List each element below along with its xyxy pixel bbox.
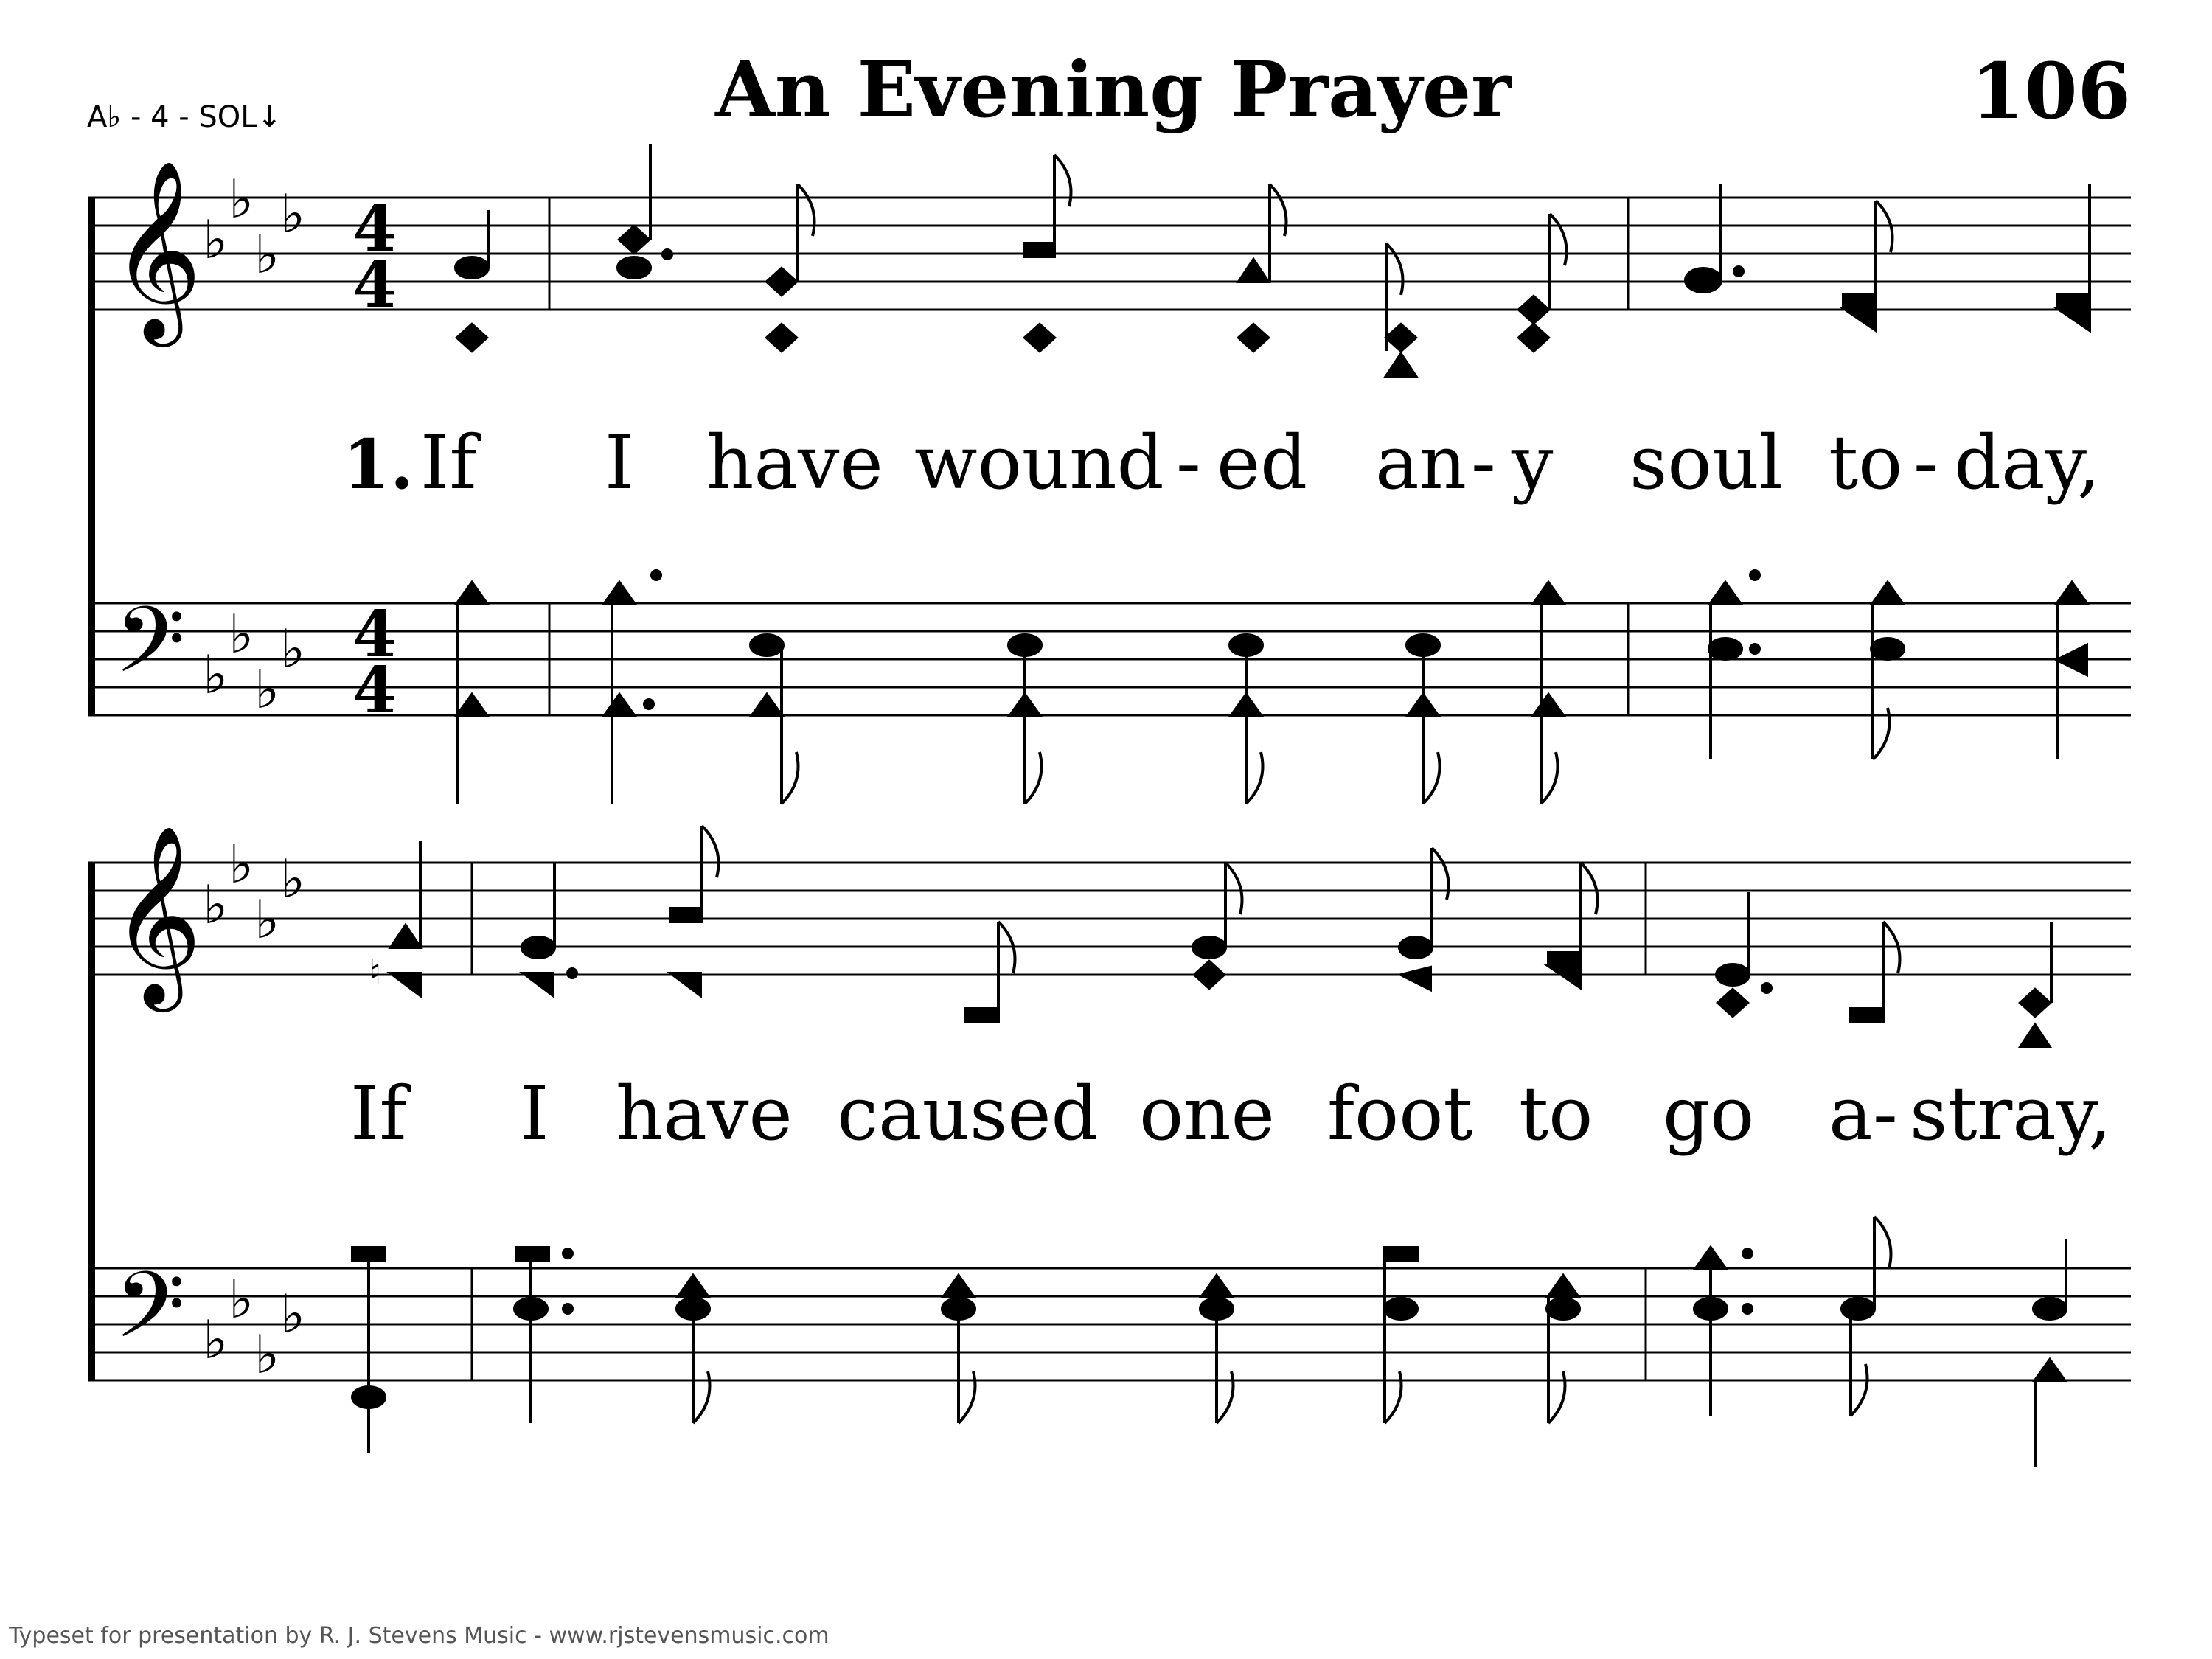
note	[1871, 582, 1904, 759]
lyric-syllable: caused	[837, 1071, 1099, 1157]
flat-icon: ♭	[254, 888, 279, 950]
lyric-syllable: stray,	[1910, 1071, 2112, 1157]
svg-text:4: 4	[352, 653, 397, 728]
note	[2057, 582, 2087, 759]
flat-icon: ♭	[280, 848, 305, 910]
key-signature-bass-1	[203, 603, 305, 720]
flat-icon: ♭	[203, 874, 228, 936]
flat-icon: ♭	[254, 223, 279, 285]
flat-icon: ♭	[229, 1268, 254, 1330]
lyric-syllable: day,	[1954, 420, 2101, 506]
svg-text:4: 4	[352, 192, 397, 266]
flat-icon: ♭	[229, 168, 254, 230]
lyric-syllable: foot	[1327, 1071, 1473, 1157]
hymn-title: An Evening Prayer	[715, 44, 1512, 135]
treble-clef-icon: 𝄞	[111, 824, 203, 1004]
note	[1851, 922, 1900, 1022]
note	[1239, 184, 1287, 351]
system-2-bracket	[88, 863, 95, 1380]
lyric-syllable: If	[350, 1071, 407, 1157]
note	[2020, 922, 2051, 1047]
note	[1709, 571, 1759, 759]
note	[942, 1276, 975, 1423]
treble-staff-2	[88, 863, 2131, 975]
note	[1694, 1248, 1752, 1416]
bass-staff-2	[88, 1268, 2131, 1380]
treble-clef-icon: 𝄞	[111, 159, 203, 339]
lyric-syllable: to	[1519, 1071, 1593, 1157]
lyric-syllable: ed	[1217, 420, 1308, 506]
footer-credit: Typeset for presentation by R. J. Stevens Music - www.rjstevensmusic.com	[9, 1623, 830, 1649]
lyrics-line-1	[343, 420, 2101, 506]
system-1-bracket	[88, 198, 95, 715]
note	[1717, 892, 1771, 1016]
note	[352, 1248, 385, 1453]
lyric-syllable: I	[605, 420, 634, 506]
notes-treble-1	[456, 144, 2090, 376]
lyric-hyphen: -	[1873, 1071, 1898, 1157]
note	[618, 144, 672, 278]
flat-icon: ♭	[280, 183, 305, 245]
lyrics-line-2	[350, 1071, 2112, 1157]
note	[2057, 184, 2090, 330]
note	[1686, 184, 1743, 292]
lyric-hyphen: -	[1471, 420, 1496, 506]
flat-icon: ♭	[203, 1309, 228, 1371]
note	[1385, 1248, 1417, 1423]
lyric-syllable: to	[1829, 420, 1903, 506]
note	[1547, 1276, 1579, 1423]
note	[671, 826, 719, 995]
verse-number: 1.	[343, 425, 414, 504]
note	[767, 184, 815, 351]
flat-icon: ♭	[203, 209, 228, 271]
natural-icon: ♮	[369, 952, 382, 993]
lyric-syllable: soul	[1630, 420, 1783, 506]
flat-icon: ♭	[203, 644, 228, 706]
svg-text:4: 4	[352, 597, 397, 672]
note	[966, 922, 1015, 1022]
lyric-syllable: have	[616, 1071, 793, 1157]
note	[1534, 582, 1563, 804]
note	[1842, 1217, 1891, 1416]
notes-treble-2	[369, 826, 2051, 1047]
lyric-syllable: wound	[914, 420, 1164, 506]
note	[1548, 863, 1598, 988]
note	[1193, 863, 1242, 988]
flat-icon: ♭	[280, 618, 305, 680]
flat-icon: ♭	[229, 603, 254, 665]
flat-icon: ♭	[280, 1283, 305, 1345]
lyric-syllable: I	[520, 1071, 549, 1157]
note	[1843, 201, 1893, 330]
flat-icon: ♭	[254, 1324, 279, 1385]
lyric-syllable: have	[706, 420, 883, 506]
key-info: A♭ - 4 - SOL↓	[87, 100, 282, 134]
key-signature-treble-1	[203, 168, 305, 285]
flat-icon: ♭	[229, 833, 254, 895]
hymn-number: 106	[1970, 46, 2131, 136]
lyric-syllable: go	[1663, 1071, 1755, 1157]
lyric-syllable: If	[420, 420, 477, 506]
time-signature-treble-1	[352, 192, 397, 322]
key-signature-treble-2	[203, 833, 305, 950]
lyric-syllable: y	[1512, 420, 1554, 506]
time-signature-bass-1	[352, 597, 397, 728]
lyric-syllable: one	[1139, 1071, 1275, 1157]
note	[522, 863, 577, 995]
bass-clef-icon: 𝄢	[114, 1253, 186, 1381]
lyric-syllable: an	[1375, 420, 1467, 506]
note	[1200, 1276, 1234, 1423]
note	[515, 1248, 572, 1423]
lyric-syllable: a	[1829, 1071, 1873, 1157]
note	[457, 582, 487, 804]
bass-clef-icon: 𝄢	[114, 588, 186, 716]
svg-text:4: 4	[352, 248, 397, 322]
key-signature-bass-2	[203, 1268, 305, 1385]
flat-icon: ♭	[254, 658, 279, 720]
lyric-hyphen: -	[1913, 420, 1938, 506]
note	[677, 1276, 710, 1423]
notes-bass-2	[352, 1217, 2066, 1467]
lyric-hyphen: -	[1176, 420, 1201, 506]
